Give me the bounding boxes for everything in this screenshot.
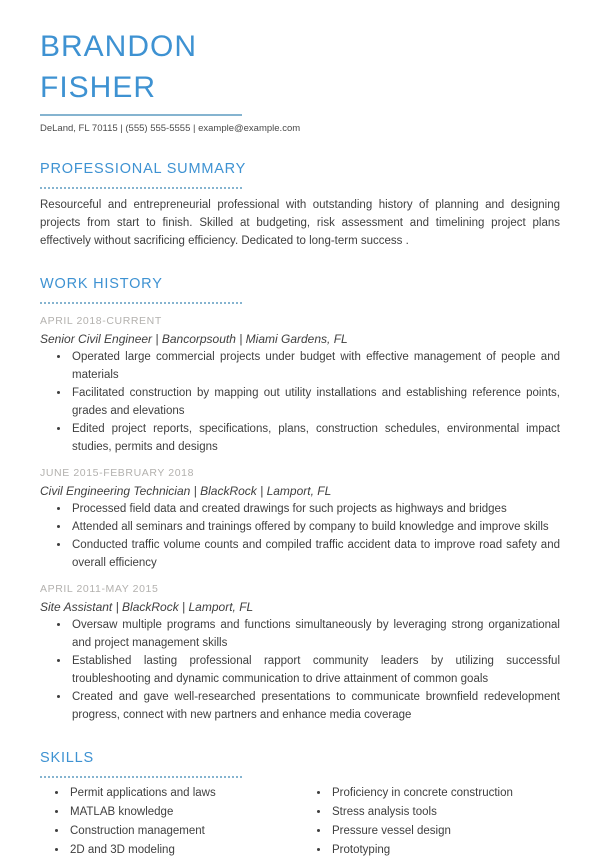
job-bullet: • Edited project reports, specifications, plans, construction schedules, environmental impact studies, permits and designs (70, 420, 560, 456)
job-bullet: • Attended all seminars and trainings offered by company to build knowledge and improve skills (70, 518, 560, 536)
job-bullets (40, 348, 560, 456)
skill-item: • Prototyping (330, 841, 560, 860)
skills-columns (40, 784, 560, 860)
summary-text: Resourceful and entrepreneurial professional with outstanding history of planning and designing projects from start to finish. Skilled at budgeting, risk assessment and timelining project plans effectively without sacrificing efficiency. Dedicated to long-term success . (40, 199, 560, 247)
skills-list (40, 784, 302, 860)
skill-item: • Pressure vessel design (330, 822, 560, 841)
name-last: FISHER (40, 71, 157, 104)
job-bullet: • Established lasting professional rapport community leaders by utilizing successful troubleshooting and dynamic communication to drive attainment of common goals (70, 652, 560, 688)
skills-column-left (40, 784, 302, 860)
job-role: Senior Civil Engineer | Bancorpsouth | Miami Gardens, FL (40, 332, 348, 346)
skills-title: SKILLS (40, 750, 94, 766)
skills-column-right (302, 784, 560, 860)
skill-item: • Proficiency in concrete construction (330, 784, 560, 803)
job-bullet: • Processed field data and created drawings for such projects as highways and bridges (70, 500, 560, 518)
skill-item: • Permit applications and laws (68, 784, 302, 803)
job-role: Site Assistant | BlackRock | Lamport, FL (40, 600, 254, 614)
skill-item: • Construction management (68, 822, 302, 841)
name-divider (40, 114, 242, 116)
skill-item: • 2D and 3D modeling (68, 841, 302, 860)
section-professional-summary (40, 161, 560, 250)
job-bullet: • Operated large commercial projects under budget with effective management of people and materials (70, 348, 560, 384)
job-entry (40, 465, 560, 572)
job-dates: JUNE 2015-FEBRUARY 2018 (40, 467, 195, 479)
job-bullets (40, 500, 560, 572)
section-work-history (40, 276, 560, 724)
section-skills (40, 750, 560, 860)
work-history-title: WORK HISTORY (40, 276, 163, 292)
job-role: Civil Engineering Technician | BlackRock | Lamport, FL (40, 484, 332, 498)
job-bullet: • Created and gave well-researched presentations to communicate brownfield redevelopment progress, connect with new partners and enhance media coverage (70, 688, 560, 724)
skills-divider (40, 776, 242, 778)
summary-title: PROFESSIONAL SUMMARY (40, 161, 247, 177)
skills-list (302, 784, 560, 860)
job-bullet: • Conducted traffic volume counts and compiled traffic accident data to improve road safety and overall efficiency (70, 536, 560, 572)
job-dates: APRIL 2011-MAY 2015 (40, 583, 159, 595)
job-entry (40, 313, 560, 456)
job-entry (40, 581, 560, 724)
summary-divider (40, 187, 242, 189)
skill-item: • Stress analysis tools (330, 803, 560, 822)
work-history-divider (40, 302, 242, 304)
resume-header (40, 26, 560, 135)
job-bullet: • Facilitated construction by mapping out utility installations and establishing reference points, grades and elevations (70, 384, 560, 420)
name-first: BRANDON (40, 30, 198, 63)
skill-item: • MATLAB knowledge (68, 803, 302, 822)
contact-line: DeLand, FL 70115 | (555) 555-5555 | example@example.com (40, 123, 301, 134)
job-bullets (40, 616, 560, 724)
job-dates: APRIL 2018-CURRENT (40, 315, 162, 327)
job-bullet: • Oversaw multiple programs and functions simultaneously by leveraging strong organizational and project management skills (70, 616, 560, 652)
